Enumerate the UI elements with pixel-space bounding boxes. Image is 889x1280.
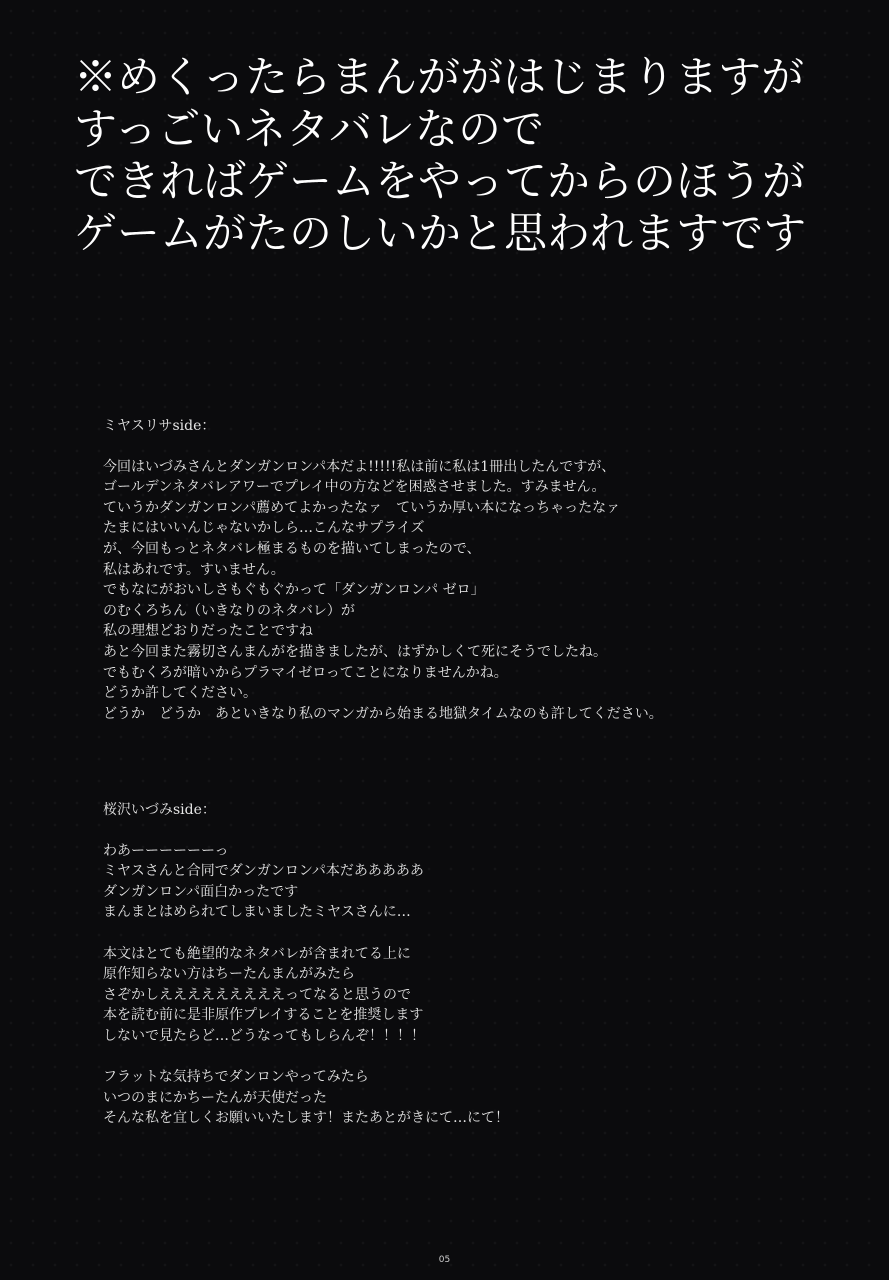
headline-line: ゲームがたのしいかと思われますです [74,209,807,259]
text-line: フラットな気持ちでダンロンやってみたら [103,1069,369,1086]
text-line: ていうかダンガンロンパ薦めてよかったなァ ていうか厚い本になっちゃったなァ [103,499,621,516]
text-line: どうか どうか あといきなり私のマンガから始まる地獄タイムなのも許してください。 [103,705,663,722]
paragraph-gap [103,923,863,944]
text-line: ゴールデンネタバレアワーでプレイ中の方などを困惑させました。すみません。 [103,479,606,496]
text-line: あと今回また霧切さんまんがを描きましたが、はずかしくて死にそうでしたね。 [103,643,607,660]
izumi-comment-section [103,800,863,1129]
text-line: まんまとはめられてしまいましたミヤスさんに… [103,904,411,921]
text-line: 私の理想どおりだったことですね [103,623,313,640]
text-line: そんな私を宜しくお願いいたします！またあとがきにて…にて！ [103,1110,509,1127]
section-heading: 桜沢いづみside： [103,802,216,818]
text-line: 今回はいづみさんとダンガンロンパ本だよ!!!!!私は前に私は1冊出したんですが、 [103,458,616,475]
spoiler-warning-headline [74,52,874,260]
text-line: しないで見たらど…どうなってもしらんぞ！！！！ [103,1027,425,1044]
text-line: 本文はとても絶望的なネタバレが含まれてる上に [103,945,411,962]
section-heading: ミヤスリサside： [103,418,216,434]
text-line: でもなにがおいしさもぐもぐかって「ダンガンロンパ ゼロ」 [103,582,485,599]
text-line: 原作知らない方はちーたんまんがみたら [103,966,355,983]
headline-line: できればゲームをやってからのほうが [74,157,805,207]
text-line: いつのまにかちーたんが天使だった [103,1089,327,1106]
text-line: ミヤスさんと合同でダンガンロンパ本だあああああ [103,863,424,880]
text-line: わあーーーーーーっ [103,842,229,859]
miyasu-comment-section [103,416,863,724]
text-line: どうか許してください。 [103,685,257,702]
text-line: 私はあれです。すいません。 [103,561,285,578]
text-line: のむくろちん（いきなりのネタバレ）が [103,602,355,619]
headline-line: すっごいネタバレなので [74,105,544,155]
text-line: さぞかしえええええええええってなると思うので [103,986,411,1003]
text-line: 本を読む前に是非原作プレイすることを推奨します [103,1007,424,1024]
text-line: が、今回もっとネタバレ極まるものを描いてしまったので、 [103,540,481,557]
paragraph-gap [103,1047,863,1068]
page-number: 05 [438,1255,451,1265]
headline-line: ※めくったらまんががはじまりますが [74,53,805,103]
text-line: でもむくろが暗いからプラマイゼロってことになりませんかね。 [103,664,508,681]
text-line: たまにはいいんじゃないかしら…こんなサプライズ [103,520,425,537]
text-line: ダンガンロンパ面白かったです [103,883,299,900]
